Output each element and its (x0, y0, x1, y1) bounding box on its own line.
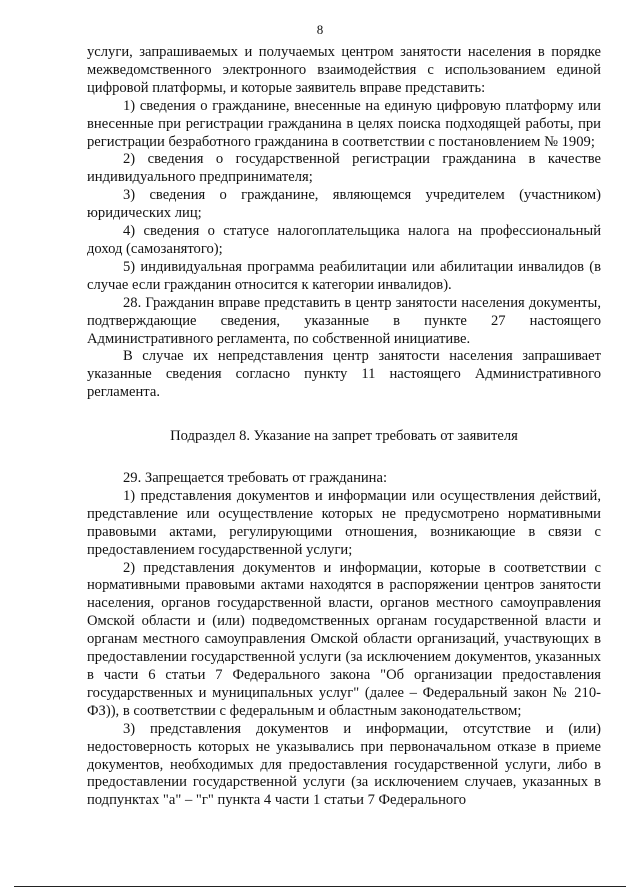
subsection-heading: Подраздел 8. Указание на запрет требовать от заявителя (170, 428, 518, 445)
paragraph: 28. Гражданин вправе представить в центр занятости населения документы, подтверждающие сведения, указанные в пункте 27 настоящего Административного регламента, по собственной инициативе. (87, 294, 601, 347)
paragraph: 2) представления документов и информации, которые в соответствии с нормативными правовыми актами находятся в распоряжении центров занятости населения, органов государственной власти, органов местного самоуправления Омской области и (или) подведомственных органам государственной власти и органам местного самоуправления Омской области организаций, участвующих в предоставлении государственной услуги (за исключением документов, указанных в части 6 статьи 7 Федерального закона "Об организации предоставления государственных и муниципальных услуг" (далее – Федеральный закон № 210-ФЗ)), в соответствии с федеральным и областным законодательством; (87, 559, 601, 719)
paragraph: 29. Запрещается требовать от гражданина: (123, 470, 388, 487)
paragraph: 2) сведения о государственной регистрации гражданина в качестве индивидуального предпринимателя; (87, 151, 601, 186)
paragraph: 1) сведения о гражданине, внесенные на единую цифровую платформу или внесенные при регистрации гражданина в целях поиска подходящей работы, при регистрации безработного гражданина в соответствии с постановлением № 1909; (87, 97, 601, 150)
page-number: 8 (316, 22, 324, 37)
paragraph: 3) сведения о гражданине, являющемся учредителем (участником) юридических лиц; (87, 187, 601, 222)
paragraph: 4) сведения о статусе налогоплательщика налога на профессиональный доход (самозанятого); (87, 223, 601, 257)
document-body (87, 44, 601, 810)
paragraph: 5) индивидуальная программа реабилитации или абилитации инвалидов (в случае если гражданин относится к категории инвалидов). (87, 258, 601, 293)
footer-rule (14, 886, 626, 887)
paragraph: услуги, запрашиваемых и получаемых центром занятости населения в порядке межведомственного электронного взаимодействия с использованием единой цифровой платформы, и которые заявитель вправе представить: (87, 44, 601, 96)
paragraph: 3) представления документов и информации, отсутствие и (или) недостоверность которых не указывались при первоначальном отказе в приеме документов, необходимых для предоставления государственной услуги, либо в предоставлении государственной услуги (за исключением случаев, указанных в подпунктах "а" – "г" пункта 4 части 1 статьи 7 Федерального (87, 720, 601, 809)
paragraphs-bottom (87, 470, 601, 810)
paragraph: 1) представления документов и информации или осуществления действий, представление или осуществление которых не предусмотрено нормативными правовыми актами, регулирующими отношения, возникающие в связи с предоставлением государственной услуги; (87, 487, 601, 558)
paragraph: В случае их непредставления центр занятости населения запрашивает указанные сведения согласно пункту 11 настоящего Административного регламента. (87, 348, 601, 401)
paragraphs-top (87, 44, 601, 402)
